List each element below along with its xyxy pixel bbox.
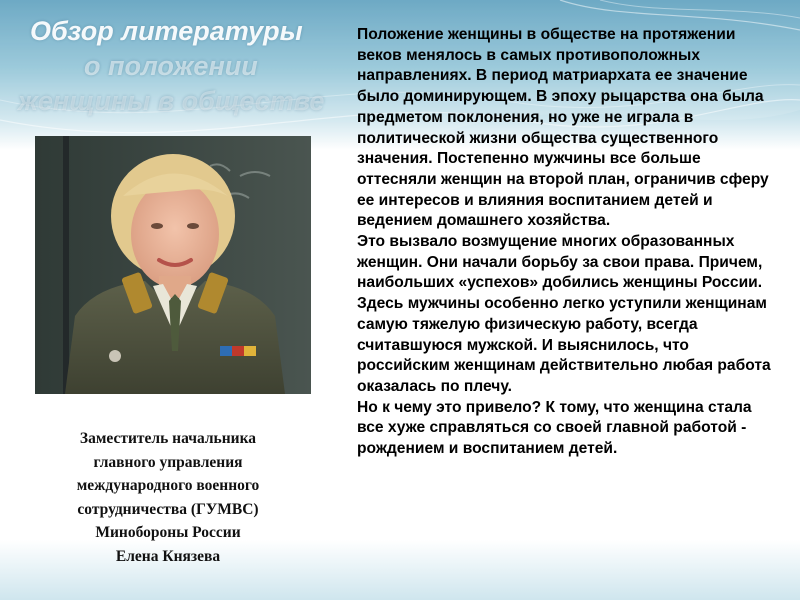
paragraph: Это вызвало возмущение многих образованных женщин. Они начали борьбу за свои права. Причем, наибольших «успехов» добились женщины России. Здесь мужчины особенно легко уступили женщинам самую тяжелую физическую работу, всегда считавшуюся мужской. И выяснилось, что российским женщинам действительно любая работа оказалась по плечу. — [357, 233, 771, 395]
portrait-illustration — [35, 136, 311, 394]
paragraph: Положение женщины в обществе на протяжении веков менялось в самых противоположных направлениях. В период матриархата ее значение было доминирующем. В эпоху рыцарства она была предметом поклонения, но уже не играла в политической жизни общества существенного значения. Постепенно мужчины все больше оттесняли женщин на второй план, ограничив сферу ее интересов и влияния воспитанием детей и ведением домашнего хозяйства. — [357, 26, 769, 230]
caption-line: Заместитель начальника — [79, 430, 257, 447]
slide-title — [14, 14, 359, 119]
title-line: Обзор литературы — [30, 16, 303, 46]
caption-line: международного военного — [76, 477, 260, 494]
title-line: о положении — [84, 51, 258, 81]
caption-line: сотрудничества (ГУМВС) — [77, 500, 259, 518]
paragraph: Но к чему это привело? К тому, что женщина стала все хуже справляться со своей главной работой - рождением и воспитанием детей. — [357, 398, 752, 458]
caption-line: Минобороны России — [95, 524, 241, 541]
title-line: женщины в обществе — [18, 86, 325, 116]
body-text — [357, 25, 782, 460]
portrait-photo — [35, 136, 311, 394]
caption-line: главного управления — [93, 453, 243, 471]
caption-line: Елена Князева — [115, 547, 221, 565]
photo-caption — [40, 427, 296, 568]
